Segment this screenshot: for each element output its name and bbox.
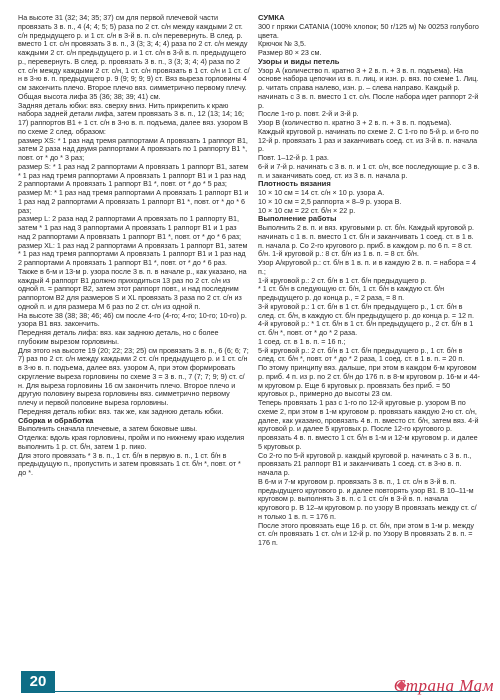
paragraph: Выполнить 2 в. п. и вяз. круговыми р. ст. б/н. Каждый круговой р. начинать с 1 в. п. вместо 1 ст. б/н и заканчивать 1 соед. ст. в 1 в. п. начала р. Со 2-го кругового р. приб. в каждом р. по 6 п. = 8 ст. б/н. 1-й круговой р.: 8 ст. б/н из 1 в. п. = 8 ст. б/н.	[258, 223, 474, 259]
section-heading: Выполнение работы	[258, 214, 337, 224]
paragraph: размер S: * 1 раз над 2 раппортами А провязать 1 раппорт В1, затем * 1 раз над тремя раппортами А провязать 1 раппорт В1 и 1 раз над 2 раппортами А провязать 1 раппорт В1 *, повт. от * до * 5 раз;	[18, 161, 249, 189]
paragraph: Выполнить сначала плечевые, а затем боковые швы.	[18, 424, 198, 434]
paragraph: На высоте 38 (38; 38; 46; 46) см после 4-го (4-го; 4-го; 10-го; 10-го) р. узора В1 вяз. закончить.	[18, 310, 247, 329]
paragraph: Узор А/круговой р.: ст. б/н в 1 в. п. и в каждую 2 в. п. = набора = 4 п.;	[258, 258, 476, 276]
page-number: 20	[21, 671, 55, 693]
paragraph: Задняя деталь юбки: вяз. сверху вниз. Нить прикрепить к краю набора задней детали лифа, затем провязать 3 в. п., 12 (13; 14; 16; 17) раппортов В1 + 1 ст. с/н в 3-ю в. п. подъема, далее вяз. узором В по схеме 2 след. образом:	[18, 100, 248, 136]
paragraph: После 1-го р. повт. 2-й и 3-й р.	[258, 109, 359, 119]
paragraph: 1 соед. ст. в 1 в. п. = 16 п.;	[258, 336, 346, 346]
paragraph: По этому принципу вяз. дальше, при этом в каждом 6-м круговом р. приб. 4 п. из р. по 2 ст. б/н до 176 п. в 8-м круговом р. 16-м и 44-м круговом р. Еще 6 круговых р. провязать без приб. = 50 круговых р., примерно до высоты 23 см.	[258, 363, 480, 399]
right-column	[258, 14, 480, 548]
paragraph: размер L: 2 раза над 2 раппортами А провязать по 1 раппорту В1, затем * 1 раз над 3 раппортами А провязать 1 раппорт В1 и 1 раз над 2 раппортами А провязать 1 раппорт В1 *, повт. от * до * 6 раз;	[18, 214, 242, 241]
paragraph: 300 г пряжи CATANIA (100% хлопок; 50 г/125 м) № 00253 голубого цвета.	[258, 21, 479, 40]
paragraph: Крючок № 3,5.	[258, 39, 306, 49]
paragraph: 10 × 10 см = 22 ст. б/н × 22 р.	[258, 205, 356, 215]
paragraph: Со 2-го по 5-й круговой р. каждый круговой р. начинать с 3 в. п., провязать 21 раппорт В1 и заканчивать 1 соед. ст. в 3-ю в. п. начала р.	[258, 450, 472, 477]
paragraph: 10 × 10 см = 14 ст. с/н × 10 р. узора А.	[258, 188, 385, 197]
paragraph: Узор В (количество п. кратно 3 + 2 в. п. + 3 в. п. подъема). Каждый круговой р. начинать по схеме 2. С 1-го по 5-й р. и 6-го по 12-й р. провязать 1 раз и заканчивать соед. ст. из 3-й в. п. начала р.	[258, 118, 479, 154]
paragraph: 10 × 10 см = 2,5 раппорта × 8–9 р. узора В.	[258, 196, 402, 206]
paragraph: В 6-м и 7-м круговом р. провязать 3 в. п., 1 ст. с/н в 3-й в. п. предыдущего кругового р. и далее повторять узор В1. В 10–11-м круговом р. выполнять 3 в. п. с 1 ст. с/н в 3-й в. п. начала кругового р. В 12–м круговом р. по узору В провязать между ст. с/н только 1 в. п. = 176 п.	[258, 476, 477, 521]
paragraph: 5-й круговой р.: 2 ст. б/н в 1 ст. б/н предыдущего р., 1 ст. б/н в след. ст. б/н *, повт. от * до * 2 раза, 1 соед. ст. в 1 в. п. = 20 п.	[258, 345, 465, 364]
left-column	[18, 14, 250, 478]
paragraph: размер XS: * 1 раз над тремя раппортами А провязать 1 раппорт В1, затем 2 раза над двумя раппортами А провязать по 1 раппорту В1 *, повт. от * до * 3 раз;	[18, 135, 248, 162]
section-heading: Плотность вязания	[258, 179, 331, 189]
paragraph: Для этого на высоте 19 (20; 22; 23; 25) см провязать 3 в. п., 6 (6; 6; 7; 7) раз по 2 ст. с/н между каждыми 2 ст. с/н предыдущего р. и 1 ст. с/н в 3-ю в. п. подъема, далее вяз. узором А, при этом формировать скругление выреза горловины по схеме 3 = 3 в. п., 7 (7; 7; 9; 9) ст. с/н. Для выреза горловины 16 см закончить плечо. Второе плечо и другую половину выреза горловины вяз. симметрично первому плечу и первой половине выреза горловины.	[18, 345, 249, 407]
paragraph: После этого провязать еще 16 р. ст. б/н, при этом в 1-м р. между ст. с/н провязать 1 ст. с/н и 12-й р. по Узору В провязать 2 в. п. = 176 п.	[258, 520, 474, 547]
watermark-logo: Страна Мам	[393, 676, 494, 695]
paragraph: * 1 ст. б/н в следующую ст. б/н, 1 ст. б/н в каждую ст. б/н предыдущего р. до конца р., = 2 раза, = 8 п.	[258, 284, 445, 302]
paragraph: Теперь провязать 1 раз с 1-го по 12-й круговые р. узором В по схеме 2, при этом в 1-м круговом р. провязать каждую 2-ю ст. с/н, далее, как указано, провязать 4 в. п. вместо ст. б/н, затем вяз. 4-й круговой р. и далее 5 круговых р. После 12-го кругового р. провязать 4 в. п. вместо 1 ст. б/н в 1-м и 12-м круговом р. и далее 5 круговых р.	[258, 398, 479, 451]
paragraph: Передняя деталь лифа: вяз. как заднюю деталь, но с более глубоким вырезом горловины.	[18, 328, 219, 346]
paragraph: Передняя деталь юбки: вяз. так же, как заднюю деталь юбки.	[18, 406, 224, 416]
paragraph: размер М: * 1 раз над тремя раппортами А провязать 1 раппорт В1 и 1 раз над 2 раппортами А провязать 1 раппорт В1 *, повт. от * до * 6 раз;	[18, 188, 249, 215]
paragraph: 4-й круговой р.: * 1 ст. б/н в 1 ст. б/н предыдущего р., 2 ст. б/н в 1 ст. б/н *, повт. от * до * 2 раза.	[258, 319, 474, 337]
paragraph: Размер 80 × 23 см.	[258, 48, 322, 57]
paragraph: 6-й и 7-й р. начинать с 3 в. п. и 1 ст. с/н, все последующие р. с 3 в. п. и заканчивать соед. ст. из 3 в. п. начала р.	[258, 161, 480, 180]
paragraph: На высоте 31 (32; 34; 35; 37) см для первой плечевой части провязать 3 в. п., 4 (4; 4; 5; 5) раза по 2 ст. с/н между каждыми 2 ст. с/н предыдущего р. и 1 ст. с/н в 3-й в. п. с/н перевернуть. В след. р. вместо 1 ст. с/н провязать 3 в. п., 3 (3; 3; 4; 4) раза по 2 ст. с/н между каждыми 2 ст. с/н предыдущего р. и 1 ст. с/н в 3-й в. п. предыдущего р., перевернуть. В след. р. провязать 3 в. п., 3 (3; 3; 4; 4) раза по 2 ст. с/н между каждыми 2 ст. с/н, 1 ст. с/н провязать в 1 ст. с/н и 1 ст. с/н в 3-ю в. п. предыдущего р. 9 (9; 9; 9; 9) ст. Вяз выреза горловины 4 см закончить плечо. Второе плечо вяз. симметрично первому плечу. Общая высота лифа 35 (36; 38; 39; 41) см.	[18, 13, 250, 101]
paragraph: Также в 6-м и 13-м р. узора после 3 в. п. в начале р., как указано, на каждый 4 раппорт В1 должно приходиться 13 раз по 2 ст. с/н из одной п. = раппорт В2, затем этот раппорт повт., и над последним раппортом В2 для размеров S и XL провязать 3 раза по 2 ст. с/н из одной п. и для размера М 6 раз по 2 ст. с/н из одной п.	[18, 266, 247, 311]
paragraph: 1-й круговой р.: 2 ст. б/н в 1 ст. б/н предыдущего р.	[258, 275, 427, 285]
section-heading: Узоры и виды петель	[258, 56, 340, 66]
section-heading: СУМКА	[258, 13, 285, 22]
paragraph: Для этого провязать * 3 в. п., 1 ст. б/н в первую в. п., 1 ст. б/н в предыдущую п., пропустить и затем провязать 1 ст. б/н *, повт. от * до *.	[18, 450, 241, 477]
paragraph: Повт. 1–12-й р. 1 раз.	[258, 153, 329, 162]
paragraph: Узор А (количество п. кратно 3 + 2 в. п. + 3 в. п. подъема). На основе набора цепочки из в. п. лиц. и изн. р. вяз. по схеме 1. Лиц. р. читать справа налево, изн. р. – слева направо. Каждый р. начинать с 3 в. п. вместо 1 ст. с/н. После набора идет раппорт 2-й р.	[258, 65, 479, 110]
paragraph: Отделка: вдоль края горловины, пройм и по нижнему краю изделия выполнить 1 р. ст. б/н, затем 1 р. пико.	[18, 433, 245, 451]
section-heading: Сборка и обработка	[18, 415, 94, 425]
paragraph: 3-й круговой р.: 1 ст. б/н в 1 ст. б/н предыдущего р., 1 ст. б/н в след. ст. б/н, в каждую ст. б/н предыдущего р. до конца р. = 12 п.	[258, 301, 474, 320]
paragraph: размер XL: 1 раз над 2 раппортами А провязать 1 раппорт В1, затем * 1 раз над тремя раппортами А провязать 1 раппорт В1 и 1 раз над 2 раппортами А провязать 1 раппорт В1 *, повт. от * до * 6 раз.	[18, 240, 248, 267]
